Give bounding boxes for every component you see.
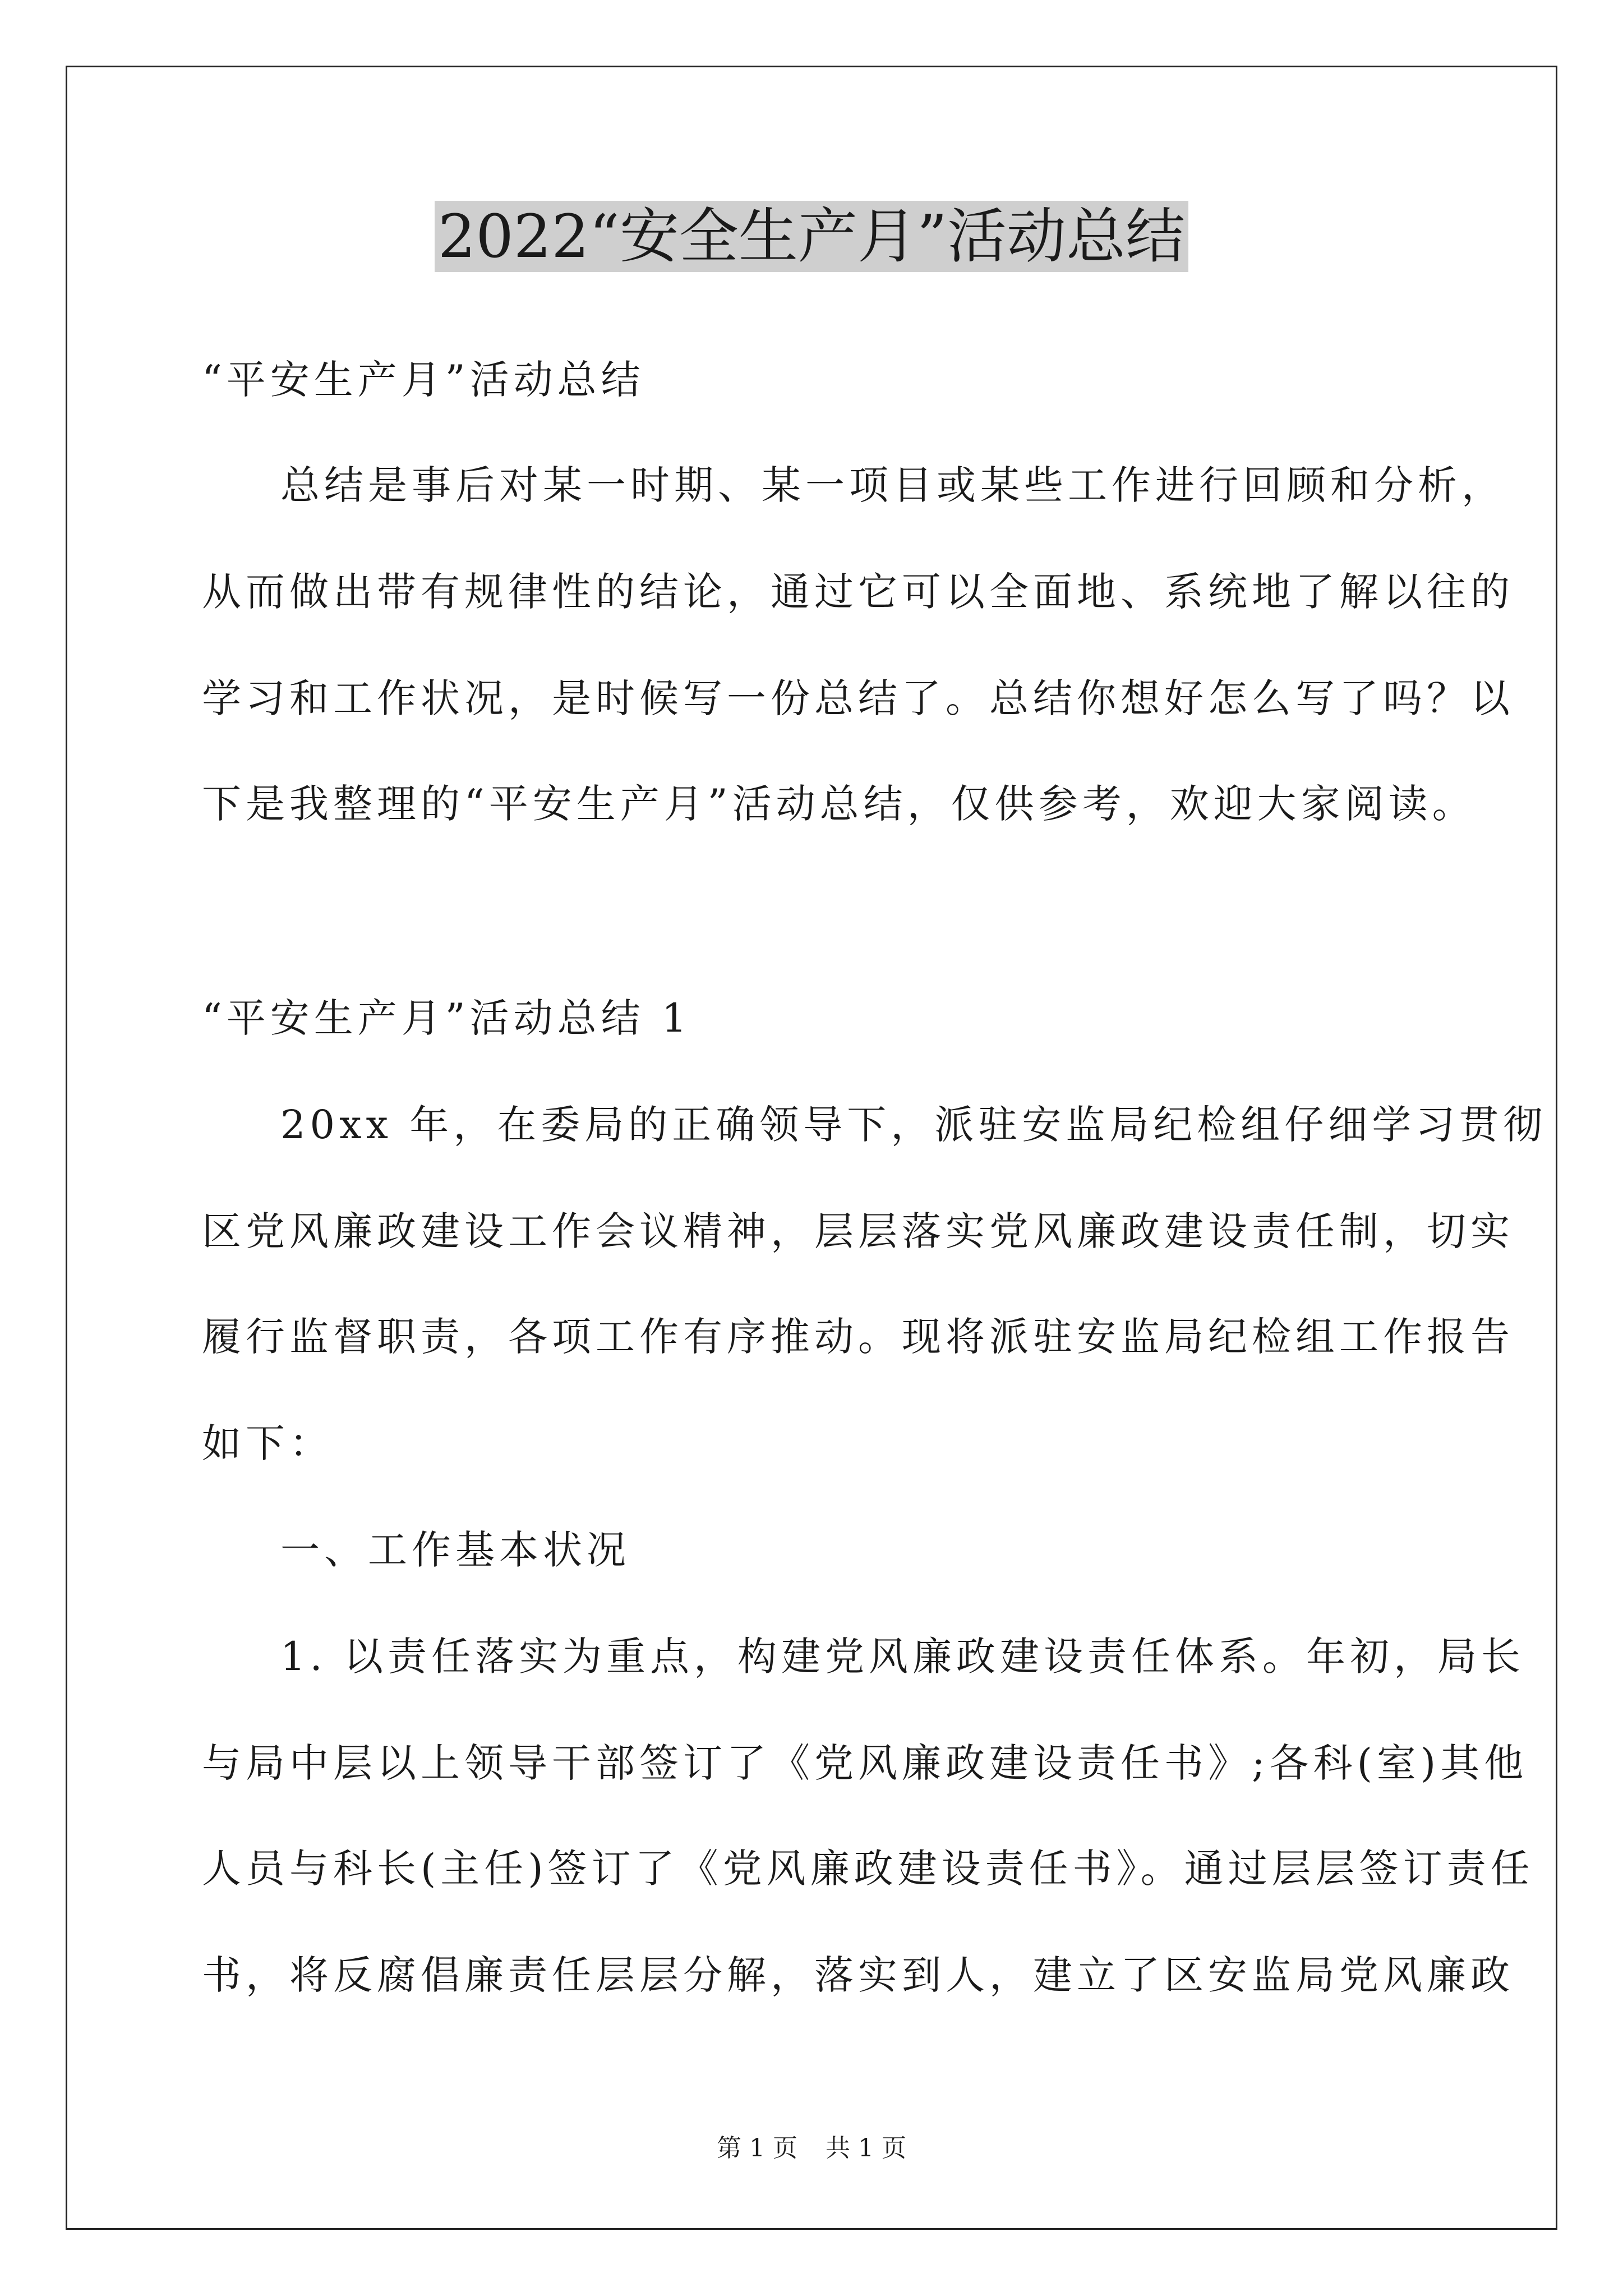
item-paragraph-line: 1. 以责任落实为重点，构建党风廉政建设责任体系。年初，局长 bbox=[280, 1634, 1525, 1680]
item-paragraph-line: 与局中层以上领导干部签订了《党风廉政建设责任书》;各科(室)其他 bbox=[202, 1740, 1528, 1786]
intro-line: 下是我整理的“平安生产月”活动总结，仅供参考，欢迎大家阅读。 bbox=[202, 781, 1476, 827]
section-paragraph-line: 如下： bbox=[202, 1420, 333, 1466]
page-footer bbox=[0, 2132, 1623, 2165]
intro-line: 总结是事后对某一时期、某一项目或某些工作进行回顾和分析， bbox=[280, 462, 1505, 508]
section-paragraph-line: 履行监督职责，各项工作有序推动。现将派驻安监局纪检组工作报告 bbox=[202, 1314, 1514, 1360]
intro-line: 从而做出带有规律性的结论，通过它可以全面地、系统地了解以往的 bbox=[202, 569, 1514, 615]
document-subtitle: “平安生产月”活动总结 bbox=[202, 357, 645, 403]
section-heading: “平安生产月”活动总结 1 bbox=[202, 995, 691, 1041]
document-title bbox=[0, 197, 1623, 276]
document-title-text: 2022“安全生产月”活动总结 bbox=[435, 201, 1188, 272]
section-paragraph-line: 区党风廉政建设工作会议精神，层层落实党风廉政建设责任制，切实 bbox=[202, 1208, 1514, 1254]
intro-line: 学习和工作状况，是时候写一份总结了。总结你想好怎么写了吗？以 bbox=[202, 675, 1514, 721]
section-paragraph-line: 20xx 年，在委局的正确领导下，派驻安监局纪检组仔细学习贯彻 bbox=[280, 1102, 1547, 1148]
item-paragraph-line: 书，将反腐倡廉责任层层分解，落实到人，建立了区安监局党风廉政 bbox=[202, 1952, 1514, 1998]
page-total: 共 1 页 bbox=[826, 2134, 906, 2162]
subheading: 一、工作基本状况 bbox=[280, 1527, 630, 1573]
item-paragraph-line: 人员与科长(主任)签订了《党风廉政建设责任书》。通过层层签订责任 bbox=[202, 1846, 1534, 1892]
page-number: 第 1 页 bbox=[717, 2134, 797, 2162]
